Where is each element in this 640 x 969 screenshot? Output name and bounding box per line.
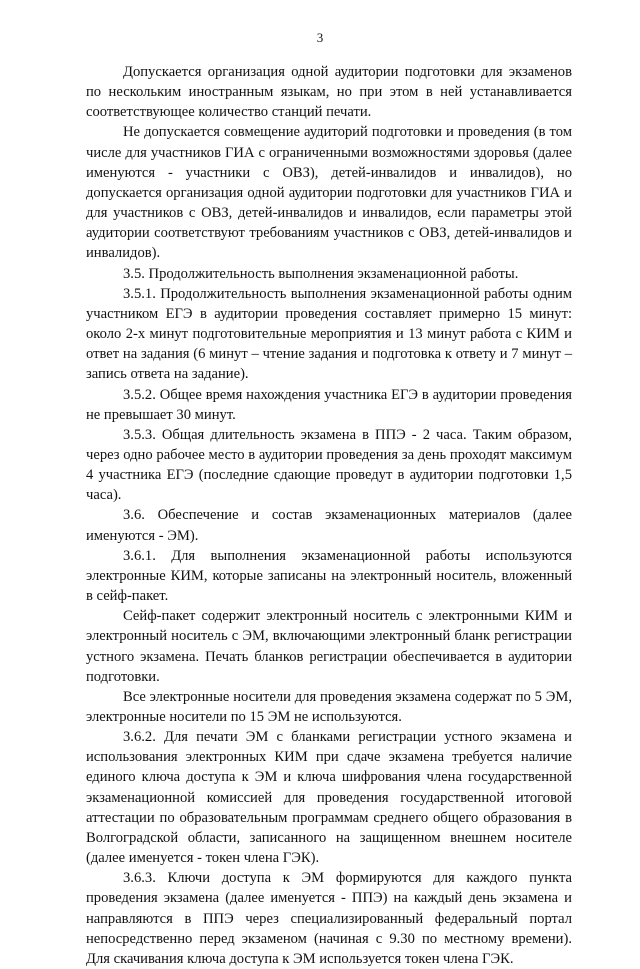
paragraph-3-5-3: 3.5.3. Общая длительность экзамена в ППЭ - 2 часа. Таким образом, через одно рабочее место в аудитории проведения за день проходят максимум 4 участника ЕГЭ (последние сдающие проведут в аудитории подготовки 1,5 часа). — [86, 426, 572, 504]
paragraph-electronic-media: Все электронные носители для проведения экзамена содержат по 5 ЭМ, электронные носители по 15 ЭМ не используются. — [86, 688, 572, 725]
section-heading-3-5: 3.5. Продолжительность выполнения экзаменационной работы. — [123, 265, 519, 282]
paragraph-3-5-1: 3.5.1. Продолжительность выполнения экзаменационной работы одним участником ЕГЭ в аудитории проведения составляет примерно 15 минут: около 2-х минут подготовительные мероприятия и 13 минут работа с КИМ и ответ на задания (6 минут – чтение задания и подготовка к ответу и 7 минут – запись ответа на задание). — [86, 285, 572, 383]
document-body — [86, 62, 572, 969]
paragraph-foreign-language-auditorium: Допускается организация одной аудитории подготовки для экзаменов по нескольким иностранным языкам, но при этом в ней устанавливается соответствующее количество станций печати. — [86, 64, 572, 121]
paragraph-safe-package: Сейф-пакет содержит электронный носитель с электронными КИМ и электронный носитель с ЭМ, включающими электронный бланк регистрации устного экзамена. Печать бланков регистрации обеспечивается в аудитории подготовки. — [86, 608, 572, 685]
paragraph-3-6-2: 3.6.2. Для печати ЭМ с бланками регистрации устного экзамена и использования электронных КИМ при сдаче экзамена требуется наличие единого ключа доступа к ЭМ и ключа шифрования члена государственной экзаменационной комиссией для проведения государственной итоговой аттестации по образовательным программам среднего общего образования в Волгоградской области, записанного на защищенном внешнем носителе (далее именуется - токен члена ГЭК). — [86, 729, 572, 867]
paragraph-3-5-2: 3.5.2. Общее время нахождения участника ЕГЭ в аудитории проведения не превышает 30 минут. — [86, 386, 572, 423]
paragraph-3-6-3: 3.6.3. Ключи доступа к ЭМ формируются для каждого пункта проведения экзамена (далее именуется - ППЭ) на каждый день экзамена и направляются в ППЭ через специализированный федеральный портал непосредственно перед экзаменом (начиная с 9.30 по местному времени). Для скачивания ключа доступа к ЭМ используется токен члена ГЭК. — [86, 870, 572, 967]
paragraph-3-6-1: 3.6.1. Для выполнения экзаменационной работы используются электронные КИМ, которые записаны на электронный носитель, вложенный в сейф-пакет. — [86, 547, 572, 605]
page-number: 3 — [316, 30, 324, 45]
paragraph-auditorium-combination: Не допускается совмещение аудиторий подготовки и проведения (в том числе для участников ГИА с ограниченными возможностями здоровья (далее именуются - участники с ОВЗ), детей-инвалидов и инвалидов), но допускается организация одной аудитории подготовки для участников ГИА и для участников с ОВЗ, детей-инвалидов и инвалидов, если параметры этой аудитории соответствуют требованиям участников с ОВЗ, детей-инвалидов и инвалидов). — [86, 124, 572, 262]
section-heading-3-6: 3.6. Обеспечение и состав экзаменационных материалов (далее именуются - ЭМ). — [86, 507, 572, 544]
